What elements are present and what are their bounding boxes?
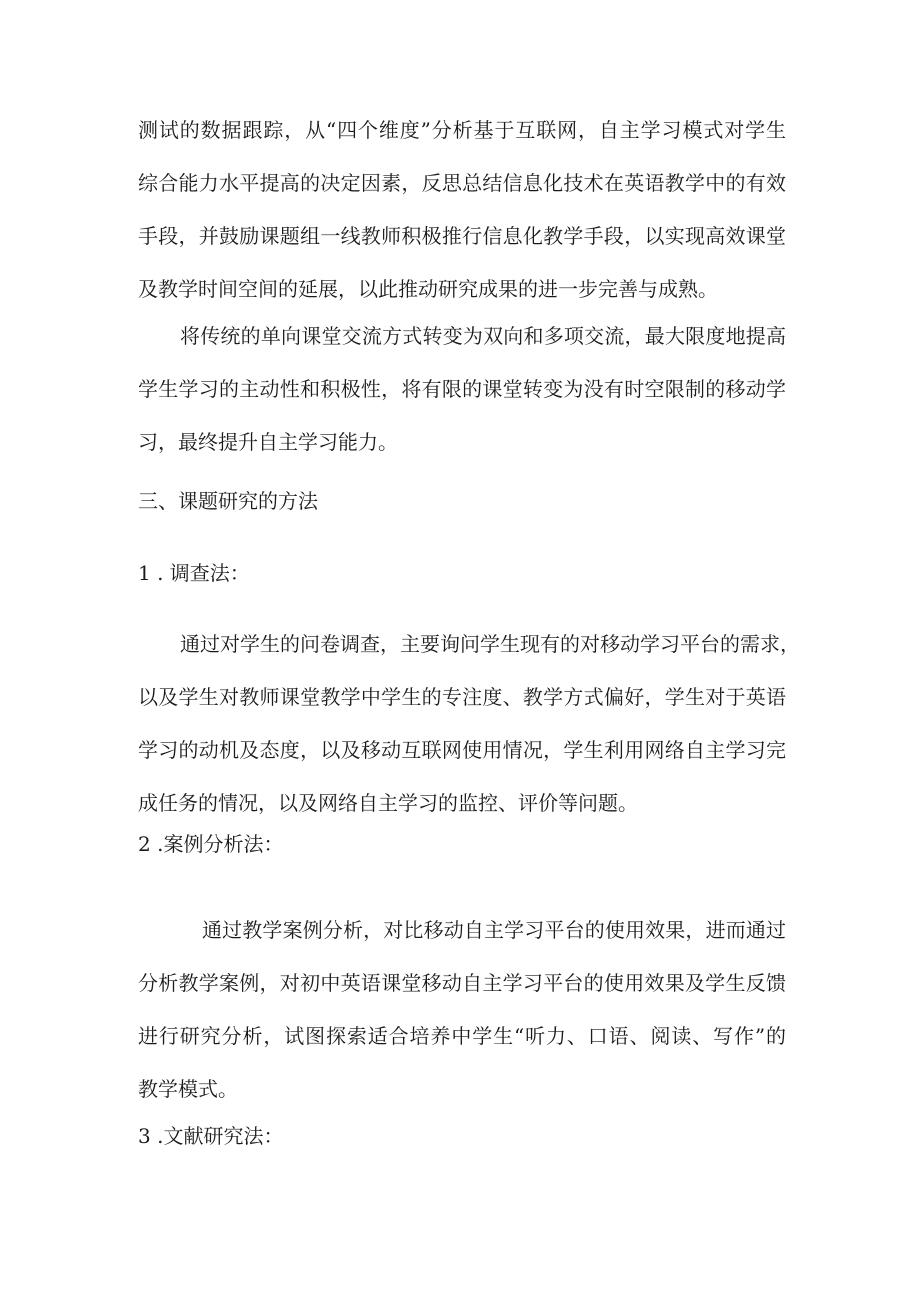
heading-text: 2 .案例分析法： [138, 832, 284, 856]
text-line: 习，最终提升自主学习能力。 [138, 430, 398, 454]
paragraph-survey-method [138, 632, 800, 846]
method-heading-survey [138, 563, 786, 583]
paragraph-research-goal [138, 120, 786, 332]
text-line: 学习的动机及态度，以及移动互联网使用情况，学生利用网络自主学习完 [138, 738, 786, 762]
paragraph-case-analysis-method [138, 920, 786, 1132]
text-line: 将传统的单向课堂交流方式转变为双向和多项交流，最大限度地提高 [180, 324, 786, 348]
text-line: 及教学时间空间的延展，以此推动研究成果的进一步完善与成熟。 [138, 277, 718, 301]
text-line: 分析教学案例，对初中英语课堂移动自主学习平台的使用效果及学生反馈 [138, 971, 786, 995]
section-heading-methods [138, 491, 786, 511]
text-line: 通过教学案例分析，对比移动自主学习平台的使用效果，进而通过 [202, 918, 786, 942]
method-heading-literature [138, 1126, 786, 1146]
text-line: 学生学习的主动性和积极性，将有限的课堂转变为没有时空限制的移动学 [138, 377, 786, 401]
text-line: 测试的数据跟踪，从“四个维度”分析基于互联网，自主学习模式对学生 [138, 118, 786, 142]
text-line: 成任务的情况，以及网络自主学习的监控、评价等问题。 [138, 791, 638, 815]
heading-text: 三、课题研究的方法 [138, 489, 318, 513]
paragraph-interaction-change [138, 326, 786, 485]
text-line: 通过对学生的问卷调查，主要询问学生现有的对移动学习平台的需求， [180, 632, 800, 656]
text-line: 综合能力水平提高的决定因素，反思总结信息化技术在英语教学中的有效 [138, 171, 786, 195]
method-heading-case-analysis [138, 834, 786, 854]
text-line: 教学模式。 [138, 1077, 238, 1101]
text-line: 进行研究分析，试图探索适合培养中学生“听力、口语、阅读、写作”的 [138, 1024, 786, 1048]
text-line: 手段，并鼓励课题组一线教师积极推行信息化教学手段，以实现高效课堂 [138, 224, 786, 248]
heading-text: 1 . 调查法： [138, 561, 250, 585]
heading-text: 3 .文献研究法： [138, 1124, 284, 1148]
text-line: 以及学生对教师课堂教学中学生的专注度、教学方式偏好，学生对于英语 [138, 685, 786, 709]
